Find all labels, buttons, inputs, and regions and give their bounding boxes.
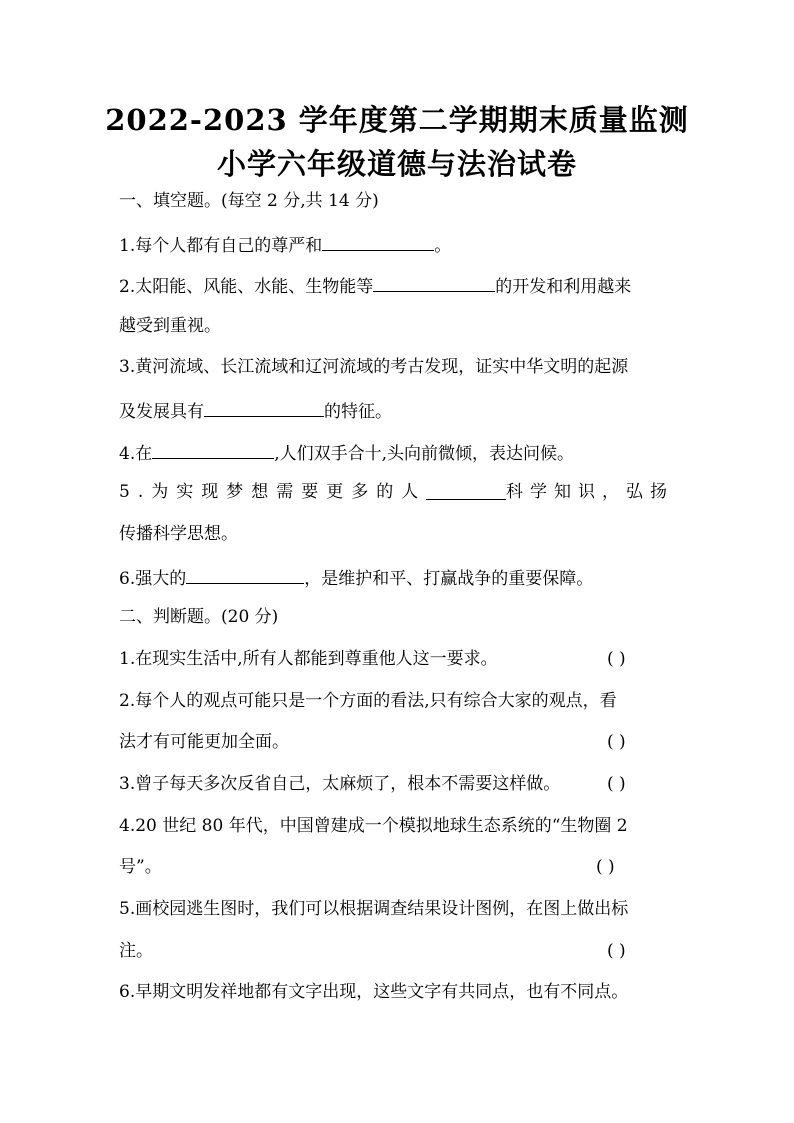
answer-parentheses[interactable]: ( ) xyxy=(607,774,626,794)
fill-q3-line1: 3.黄河流域、长江流域和辽河流域的考古发现，证实中华文明的起源 xyxy=(119,357,629,377)
judge-q3-text: 3.曾子每天多次反省自己，太麻烦了，根本不需要这样做。 xyxy=(119,774,561,794)
section1-heading: 一、填空题。(每空 2 分,共 14 分) xyxy=(119,191,379,211)
fill-q4-text: 4.在 xyxy=(119,444,153,464)
answer-blank[interactable] xyxy=(426,482,506,500)
fill-q5-line2: 传播科学思想。 xyxy=(119,524,238,544)
judge-q4-line1: 4.20 世纪 80 年代，中国曾建成一个模拟地球生态系统的“生物圈 2 xyxy=(119,816,628,836)
fill-q5-text-cont: 科学知识，弘扬 xyxy=(506,482,674,502)
judge-q5-line1: 5.画校园逃生图时，我们可以根据调查结果设计图例，在图上做出标 xyxy=(119,899,629,919)
answer-blank[interactable] xyxy=(373,274,495,292)
exam-title-line2: 小学六年级道德与法治试卷 xyxy=(216,147,577,181)
fill-question-3 xyxy=(119,399,392,422)
judge-q2-line2: 法才有可能更加全面。 xyxy=(119,732,289,752)
fill-question-1 xyxy=(119,233,451,256)
exam-title-line1: 2022-2023 学年度第二学期期末质量监测 xyxy=(105,103,689,137)
judge-q6-text: 6.早期文明发祥地都有文字出现，这些文字有共同点，也有不同点。 xyxy=(119,982,629,1002)
fill-q5-text: 5.为实现梦想需要更多的人 xyxy=(119,482,427,502)
fill-q2-line2: 越受到重视。 xyxy=(119,316,221,336)
judge-q4-line2: 号”。 xyxy=(119,857,162,877)
fill-q6-text: 6.强大的 xyxy=(119,569,187,589)
fill-q1-text: 1.每个人都有自己的尊严和 xyxy=(119,236,323,256)
fill-q6-end: ，是维护和平、打赢战争的重要保障。 xyxy=(304,569,594,589)
answer-blank[interactable] xyxy=(204,399,324,417)
answer-parentheses[interactable]: ( ) xyxy=(607,732,626,752)
fill-q4-end: ,人们双手合十,头向前微倾，表达问候。 xyxy=(274,444,575,464)
answer-blank[interactable] xyxy=(186,566,304,584)
judge-q2-line1: 2.每个人的观点可能只是一个方面的看法,只有综合大家的观点，看 xyxy=(119,691,617,711)
fill-q3-end: 的特征。 xyxy=(324,402,392,422)
fill-q1-end: 。 xyxy=(434,236,452,256)
answer-parentheses[interactable]: ( ) xyxy=(607,649,626,669)
judge-q1-text: 1.在现实生活中,所有人都能到尊重他人这一要求。 xyxy=(119,649,498,669)
fill-question-6 xyxy=(119,566,593,589)
judge-q5-line2: 注。 xyxy=(119,941,153,961)
fill-q2-text-cont: 的开发和利用越来 xyxy=(495,277,632,297)
fill-question-4 xyxy=(119,441,574,464)
fill-q3-text: 及发展具有 xyxy=(119,402,204,422)
fill-q2-text: 2.太阳能、风能、水能、生物能等 xyxy=(119,277,374,297)
answer-blank[interactable] xyxy=(322,233,434,251)
answer-parentheses[interactable]: ( ) xyxy=(607,941,626,961)
answer-blank[interactable] xyxy=(152,441,274,459)
section2-heading: 二、判断题。(20 分) xyxy=(119,607,279,627)
answer-parentheses[interactable]: ( ) xyxy=(596,857,615,877)
fill-question-5 xyxy=(119,482,674,502)
fill-question-2 xyxy=(119,274,631,297)
